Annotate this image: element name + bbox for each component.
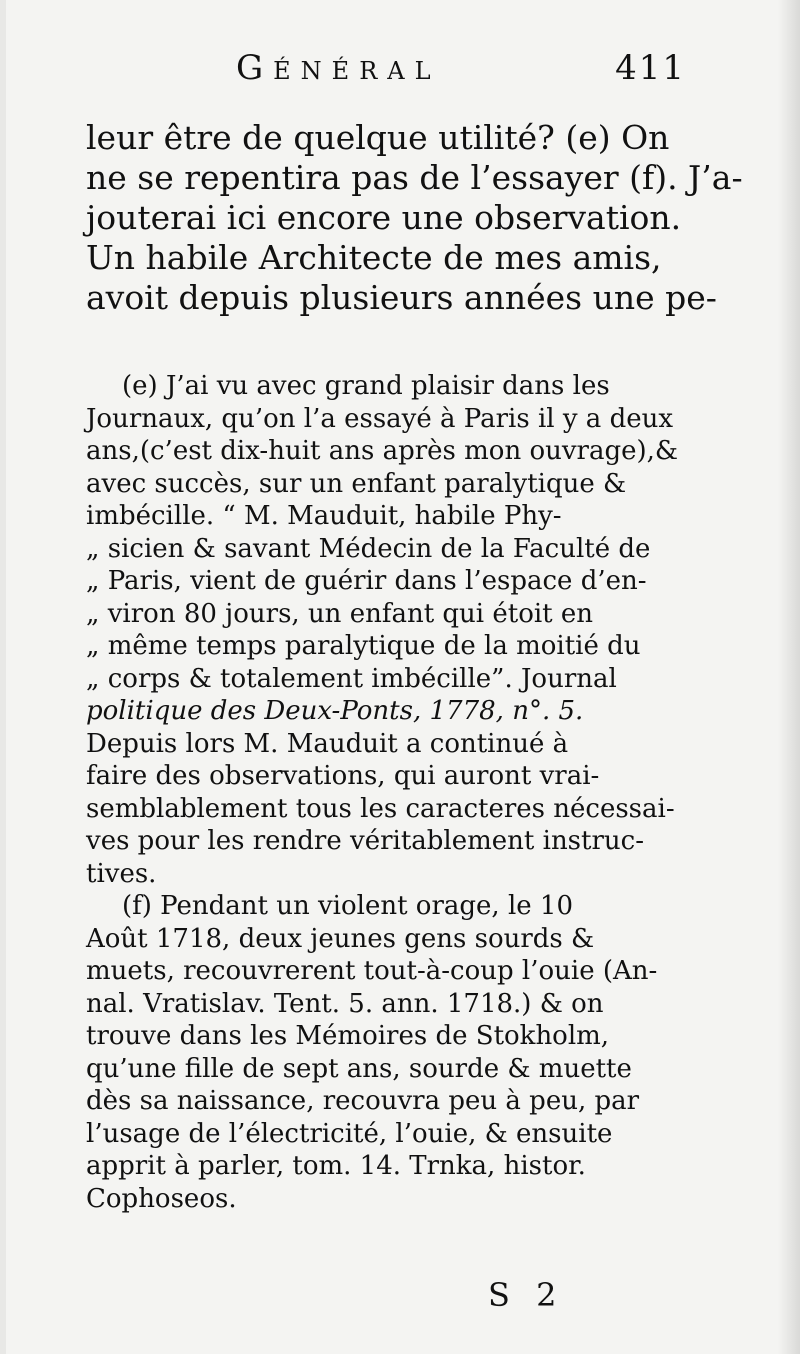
running-head: Général: [236, 48, 441, 88]
footnote-e-line: Journaux, qu’on l’a essayé à Paris il y a deux: [86, 403, 674, 434]
text-line: ne se repentira pas de l’essayer (f). J’a-: [86, 158, 743, 197]
footnote-f-line: apprit à parler, tom. 14. Trnka, histor.: [86, 1151, 586, 1181]
footnote-e-line: ans,(c’est dix-huit ans après mon ouvrage),&: [86, 436, 679, 466]
footnote-e-line: avec succès, sur un enfant paralytique &: [86, 468, 627, 499]
footnote-e-line: semblablement tous les caracteres nécessai-: [86, 793, 675, 824]
footnote-f-line: nal. Vratislav. Tent. 5. ann. 1718.) & on: [86, 988, 604, 1019]
footnote-e-line: „ sicien & savant Médecin de la Faculté de: [86, 533, 651, 564]
footnote-e-line: faire des observations, qui auront vrai-: [86, 761, 600, 791]
text-line: Un habile Architecte de mes amis,: [86, 238, 662, 277]
footnote-e-line: „ Paris, vient de guérir dans l’espace d’en-: [86, 566, 647, 596]
text-line: jouterai ici encore une observation.: [86, 198, 682, 237]
footnote-f-line: l’usage de l’électricité, l’ouie, & ensuite: [86, 1118, 613, 1149]
footnote-f-line: qu’une fille de sept ans, sourde & muette: [86, 1053, 632, 1084]
footnote-e-line: „ même temps paralytique de la moitié du: [86, 631, 641, 661]
footnote-f-line: (f) Pendant un violent orage, le 10: [122, 891, 574, 921]
footnote-e-line: „ corps & totalement imbécille”. Journal: [86, 663, 617, 694]
footnote-e-line: tives.: [86, 858, 157, 889]
signature-mark: S 2: [488, 1276, 565, 1314]
page-header: [86, 48, 686, 98]
footnote-f-line: Cophoseos.: [86, 1183, 237, 1214]
footnote-e-line: „ viron 80 jours, un enfant qui étoit en: [86, 598, 594, 629]
text-line: avoit depuis plusieurs années une pe-: [86, 278, 717, 317]
footnote-f-line: trouve dans les Mémoires de Stokholm,: [86, 1021, 610, 1051]
footnote-e-line: ves pour les rendre véritablement instruc-: [86, 826, 644, 856]
footnote-e-line: politique des Deux-Ponts, 1778, n°. 5.: [86, 696, 584, 726]
footnote-e-line: (e) J’ai vu avec grand plaisir dans les: [122, 371, 610, 401]
page-edge-shadow: [778, 0, 800, 1354]
footnote-f-line: dès sa naissance, recouvra peu à peu, par: [86, 1086, 640, 1116]
footnote-e-line: imbécille. “ M. Mauduit, habile Phy-: [86, 501, 562, 531]
page-number: 411: [615, 48, 686, 88]
text-line: leur être de quelque utilité? (e) On: [86, 118, 670, 157]
footnote-e-line: Depuis lors M. Mauduit a continué à: [86, 728, 569, 759]
footnote-f-line: muets, recouvrerent tout-à-coup l’ouie (An-: [86, 956, 658, 986]
main-text: [86, 118, 743, 318]
footnotes: [86, 370, 686, 1215]
footnote-f-line: Août 1718, deux jeunes gens sourds &: [86, 923, 595, 954]
